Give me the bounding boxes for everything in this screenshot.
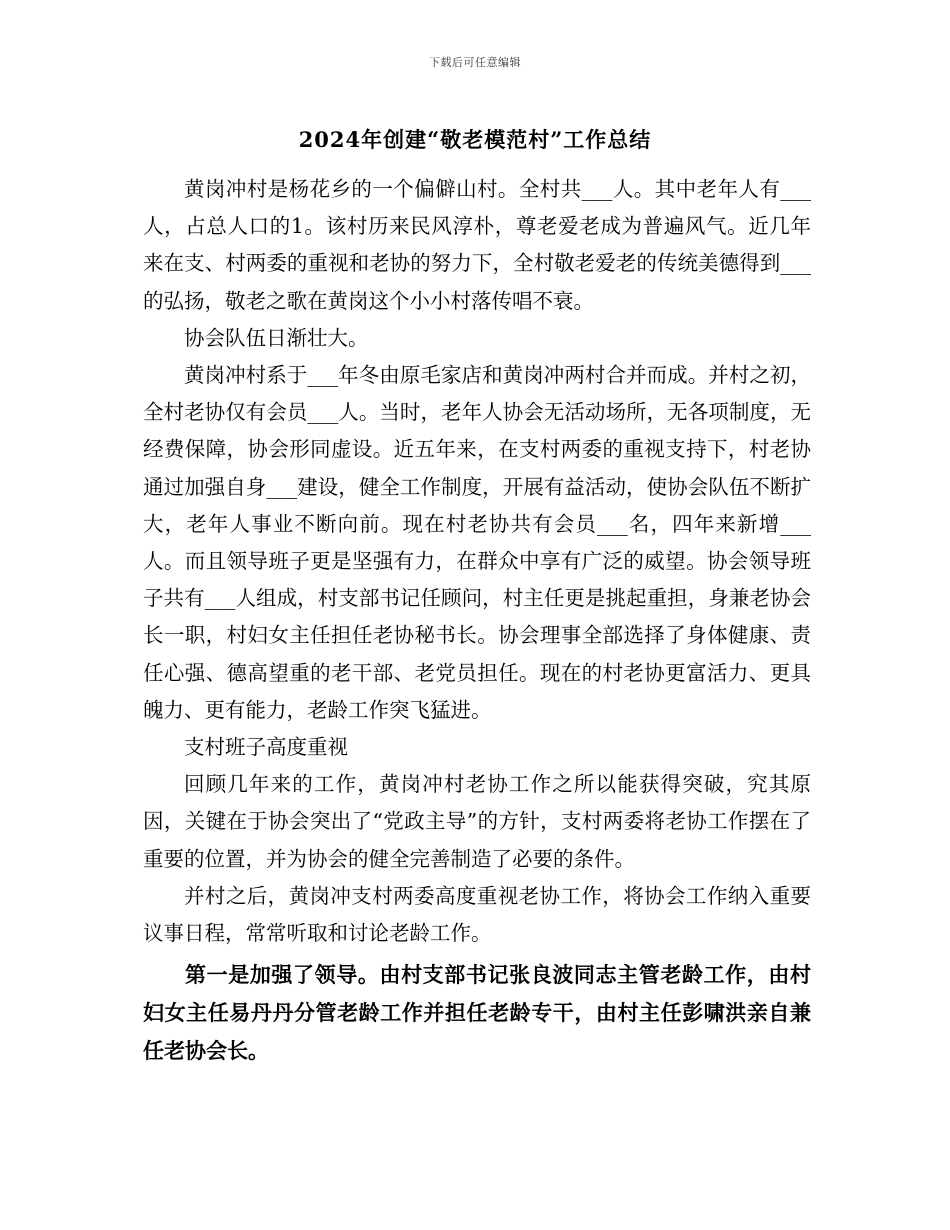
paragraph-review: 回顾几年来的工作，黄岗冲村老协工作之所以能获得突破，究其原因，关键在于协会突出了“党政主导”的方针，支村两委将老协工作摆在了重要的位置，并为协会的健全完善制造了必要的条件。 xyxy=(143,772,811,871)
section-heading-team-growth: 协会队伍日渐壮大。 xyxy=(184,325,369,350)
paragraph-after-merger: 并村之后，黄岗冲支村两委高度重视老协工作，将协会工作纳入重要议事日程，常常听取和讨论老龄工作。 xyxy=(143,883,811,946)
paragraph-association-history: 黄岗冲村系于___年冬由原毛家店和黄岗冲两村合并而成。并村之初，全村老协仅有会员___人。当时，老年人协会无活动场所，无各项制度，无经费保障，协会形同虚设。近五年来，在支村两委的重视支持下，村老协通过加强自身___建设，健全工作制度，开展有益活动，使协会队伍不断扩大，老年人事业不断向前。现在村老协共有会员___名，四年来新增___人。而且领导班子更是坚强有力，在群众中享有广泛的威望。协会领导班子共有___人组成，村支部书记任顾问，村主任更是挑起重担，身兼老协会长一职，村妇女主任担任老协秘书长。协会理事全部选择了身体健康、责任心强、德高望重的老干部、老党员担任。现在的村老协更富活力、更具魄力、更有能力，老龄工作突飞猛进。 xyxy=(143,363,811,722)
section-heading-leadership-attention: 支村班子高度重视 xyxy=(184,735,348,760)
paragraph-intro: 黄岗冲村是杨花乡的一个偏僻山村。全村共___人。其中老年人有___人，占总人口的1。该村历来民风淳朴，尊老爱老成为普遍风气。近几年来在支、村两委的重视和老协的努力下，全村敬老爱老的传统美德得到___的弘扬，敬老之歌在黄岗这个小小村落传唱不衰。 xyxy=(143,177,811,313)
document-title: 2024年创建“敬老模范村”工作总结 xyxy=(298,127,652,152)
paragraph-first-point: 第一是加强了领导。由村支部书记张良波同志主管老龄工作，由村妇女主任易丹丹分管老龄工作并担任老龄专干，由村主任彭啸洪亲自兼任老协会长。 xyxy=(143,962,811,1064)
header-note: 下载后可任意编辑 xyxy=(429,56,521,69)
document-body xyxy=(143,171,811,1070)
